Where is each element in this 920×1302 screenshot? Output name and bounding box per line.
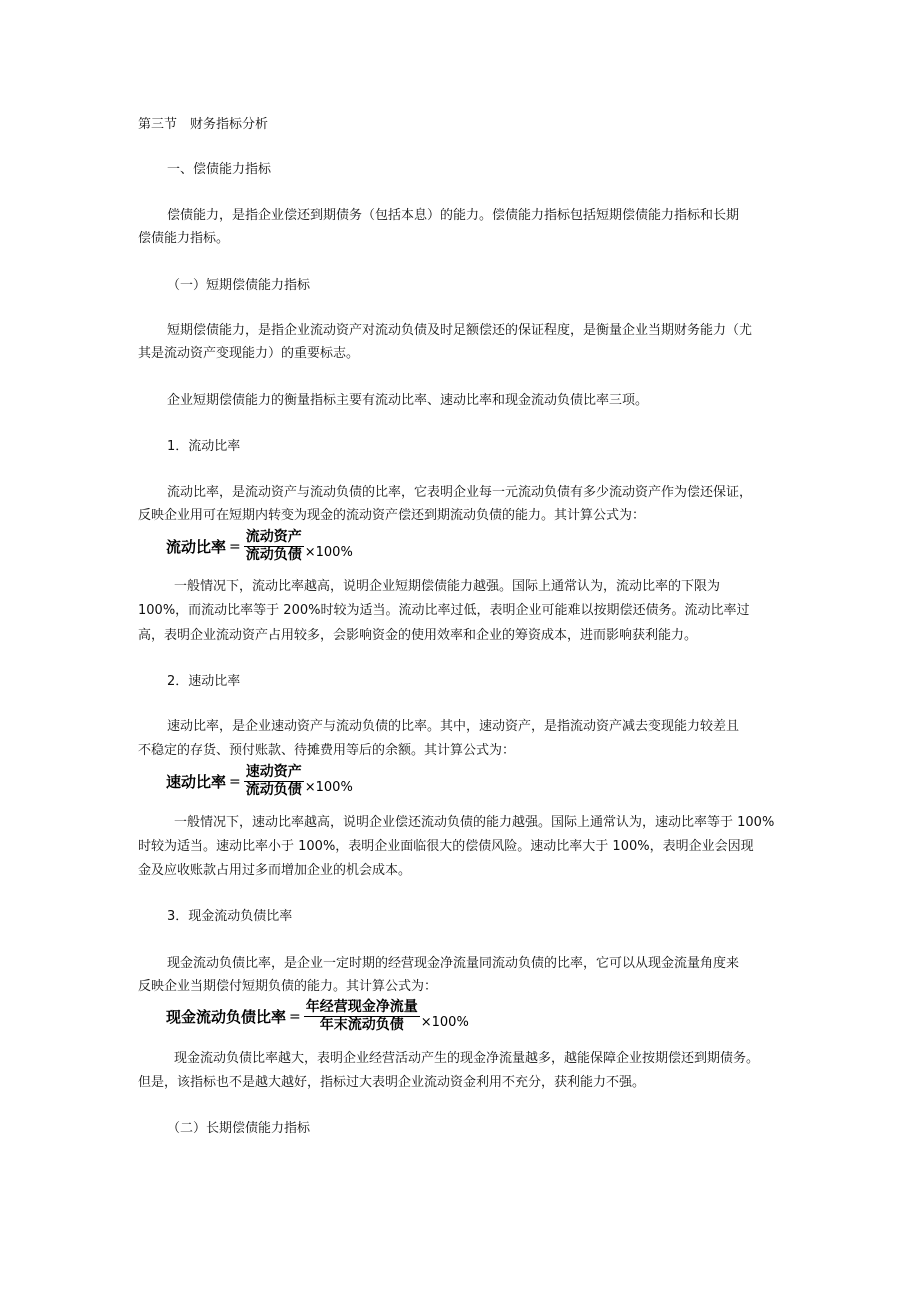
quick-ratio-def-line-1: 速动比率，是企业速动资产与流动负债的比率。其中，速动资产，是指流动资产减去变现能力较差且 xyxy=(167,719,740,734)
cash-ratio-analysis-line-2: 但是，该指标也不是越大越好，指标过大表明企业流动资金利用不充分，获利能力不强。 xyxy=(138,1075,646,1090)
formula-numerator: 速动资产 xyxy=(245,764,302,780)
short-term-measures: 企业短期偿债能力的衡量指标主要有流动比率、速动比率和现金流动负债比率三项。 xyxy=(167,393,649,408)
long-term-heading: （二）长期偿债能力指标 xyxy=(167,1121,311,1136)
cash-ratio-def-line-2: 反映企业当期偿付短期负债的能力。其计算公式为： xyxy=(138,979,438,994)
intro-line-1: 偿债能力，是指企业偿还到期债务（包括本息）的能力。偿债能力指标包括短期偿债能力指标和长期 xyxy=(167,208,740,223)
quick-ratio-analysis-line-1: 一般情况下，速动比率越高，说明企业偿还流动负债的能力越强。国际上通常认为，速动比率等于 100% xyxy=(174,815,775,830)
formula-equals: = xyxy=(229,773,241,790)
formula-multiplier: ×100% xyxy=(420,1015,469,1030)
formula-numerator: 年经营现金净流量 xyxy=(305,999,418,1015)
cash-ratio-analysis-line-1: 现金流动负债比率越大，表明企业经营活动产生的现金净流量越多，越能保障企业按期偿还到期债务。 xyxy=(174,1051,760,1066)
formula-equals: = xyxy=(289,1008,301,1025)
intro-line-2: 偿债能力指标。 xyxy=(138,231,230,246)
quick-ratio-def-line-2: 不稳定的存货、预付账款、待摊费用等后的余额。其计算公式为： xyxy=(138,743,516,758)
current-ratio-formula xyxy=(166,530,353,563)
formula-lhs: 流动比率 xyxy=(166,538,227,556)
current-ratio-analysis-line-3: 高，表明企业流动资产占用较多，会影响资金的使用效率和企业的筹资成本，进而影响获利能力。 xyxy=(138,628,698,643)
quick-ratio-heading: 2．速动比率 xyxy=(167,674,241,689)
short-term-def-line-2: 其是流动资产变现能力）的重要标志。 xyxy=(138,346,360,361)
formula-numerator: 流动资产 xyxy=(245,529,302,545)
formula-denominator: 年末流动负债 xyxy=(319,1017,404,1033)
formula-equals: = xyxy=(229,538,241,555)
current-ratio-def-line-1: 流动比率，是流动资产与流动负债的比率，它表明企业每一元流动负债有多少流动资产作为偿还保证， xyxy=(167,485,753,500)
cash-ratio-def-line-1: 现金流动负债比率，是企业一定时期的经营现金净流量同流动负债的比率，它可以从现金流量角度来 xyxy=(167,956,740,971)
formula-multiplier: ×100% xyxy=(304,780,353,795)
current-ratio-analysis-line-1: 一般情况下，流动比率越高，说明企业短期偿债能力越强。国际上通常认为，流动比率的下限为 xyxy=(174,579,721,594)
quick-ratio-analysis-line-2: 时较为适当。速动比率小于 100%，表明企业面临很大的偿债风险。速动比率大于 100%，表明企业会因现 xyxy=(138,839,754,854)
part-heading: 一、偿债能力指标 xyxy=(167,162,272,177)
formula-fraction xyxy=(244,765,304,798)
short-term-heading: （一）短期偿债能力指标 xyxy=(167,278,311,293)
quick-ratio-formula xyxy=(166,765,353,798)
cash-ratio-heading: 3．现金流动负债比率 xyxy=(167,909,293,924)
formula-lhs: 现金流动负债比率 xyxy=(166,1008,287,1026)
short-term-def-line-1: 短期偿债能力，是指企业流动资产对流动负债及时足额偿还的保证程度，是衡量企业当期财务能力（尤 xyxy=(167,323,753,338)
current-ratio-def-line-2: 反映企业用可在短期内转变为现金的流动资产偿还到期流动负债的能力。其计算公式为： xyxy=(138,508,646,523)
formula-fraction xyxy=(304,1000,420,1033)
formula-fraction xyxy=(244,530,304,563)
cash-ratio-formula xyxy=(166,1000,469,1033)
quick-ratio-analysis-line-3: 金及应收账款占用过多而增加企业的机会成本。 xyxy=(138,863,412,878)
section-title: 第三节 财务指标分析 xyxy=(138,117,269,132)
formula-lhs: 速动比率 xyxy=(166,773,227,791)
current-ratio-analysis-line-2: 100%，而流动比率等于 200%时较为适当。流动比率过低，表明企业可能难以按期偿还债务。流动比率过 xyxy=(138,603,750,618)
formula-multiplier: ×100% xyxy=(304,545,353,560)
formula-denominator: 流动负债 xyxy=(245,547,302,563)
current-ratio-heading: 1．流动比率 xyxy=(167,439,241,454)
formula-denominator: 流动负债 xyxy=(245,782,302,798)
